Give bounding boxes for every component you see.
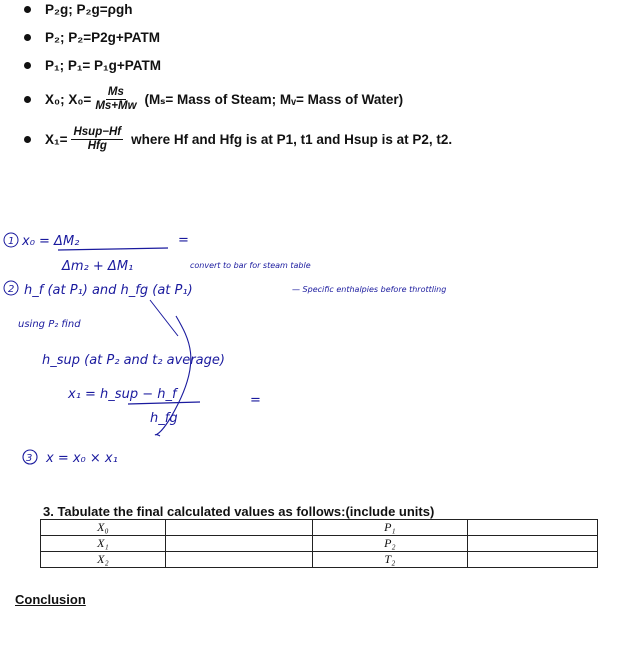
hand-enthalpy-line: h_f (at P₁) and h_fg (at P₁): [24, 283, 193, 298]
hand-note-top: convert to bar for steam table: [190, 261, 311, 270]
bullet-lead: X₁=: [45, 132, 68, 147]
bullet-lead: X₀; X₀=: [45, 92, 92, 107]
hand-x1-denominator: h_fg: [150, 411, 178, 426]
step-number: 3: [26, 453, 33, 464]
table-cell-label: P₁: [312, 520, 468, 536]
table-cell-label: X₁: [41, 536, 166, 552]
question-heading: 3. Tabulate the final calculated values as follows:(include units): [43, 504, 435, 519]
table-cell-value[interactable]: [165, 536, 312, 552]
bullet-note: where Hf and Hfg is at P1, t1 and Hsup is at P2, t2.: [131, 132, 453, 147]
fraction-denominator: Ms+Mw: [95, 100, 137, 112]
table-cell-value[interactable]: [468, 536, 598, 552]
hand-stroke: [150, 300, 178, 336]
fraction-numerator: Ms: [107, 86, 124, 98]
hand-equals: =: [178, 233, 189, 248]
table-cell-label: X₂: [41, 552, 166, 568]
hand-fraction-bar: [128, 402, 200, 404]
bullet-text: P₂g; P₂g=ρgh: [45, 2, 133, 17]
bullet-text: P₁; P₁= P₁g+PATM: [45, 58, 162, 73]
table-cell-label: X₀: [41, 520, 166, 536]
step-number: 2: [8, 284, 15, 295]
step-number: 1: [8, 236, 15, 247]
hand-using-p2: using P₂ find: [18, 319, 81, 330]
conclusion-heading: Conclusion: [15, 592, 86, 607]
table-cell-label: P₂: [312, 536, 468, 552]
table-cell-value[interactable]: [468, 520, 598, 536]
table-cell-value[interactable]: [468, 552, 598, 568]
hand-equals: =: [250, 393, 261, 408]
fraction-numerator: Hsup−Hf: [73, 126, 122, 138]
bullet-note: (Mₛ= Mass of Steam; Mᵥ= Mass of Water): [144, 91, 404, 107]
fraction-denominator: Hfg: [87, 140, 107, 152]
table-cell-value[interactable]: [165, 520, 312, 536]
table-row: [41, 536, 598, 552]
hand-hsup-line: h_sup (at P₂ and t₂ average): [42, 353, 225, 368]
hand-enthalpy-note: — Specific enthalpies before throttling: [292, 285, 447, 294]
hand-x0-denominator: Δm₂ + ΔM₁: [62, 259, 134, 274]
hand-x1-numerator: x₁ = h_sup − h_f: [68, 387, 177, 402]
hand-x-line: x = x₀ × x₁: [46, 451, 118, 466]
table-row: [41, 552, 598, 568]
hand-x0-numerator: x₀ = ΔM₂: [22, 234, 80, 249]
results-table: [40, 519, 598, 568]
table-cell-label: T₂: [312, 552, 468, 568]
table-row: [41, 520, 598, 536]
table-cell-value[interactable]: [165, 552, 312, 568]
bullet-text: P₂; P₂=P2g+PATM: [45, 30, 161, 45]
